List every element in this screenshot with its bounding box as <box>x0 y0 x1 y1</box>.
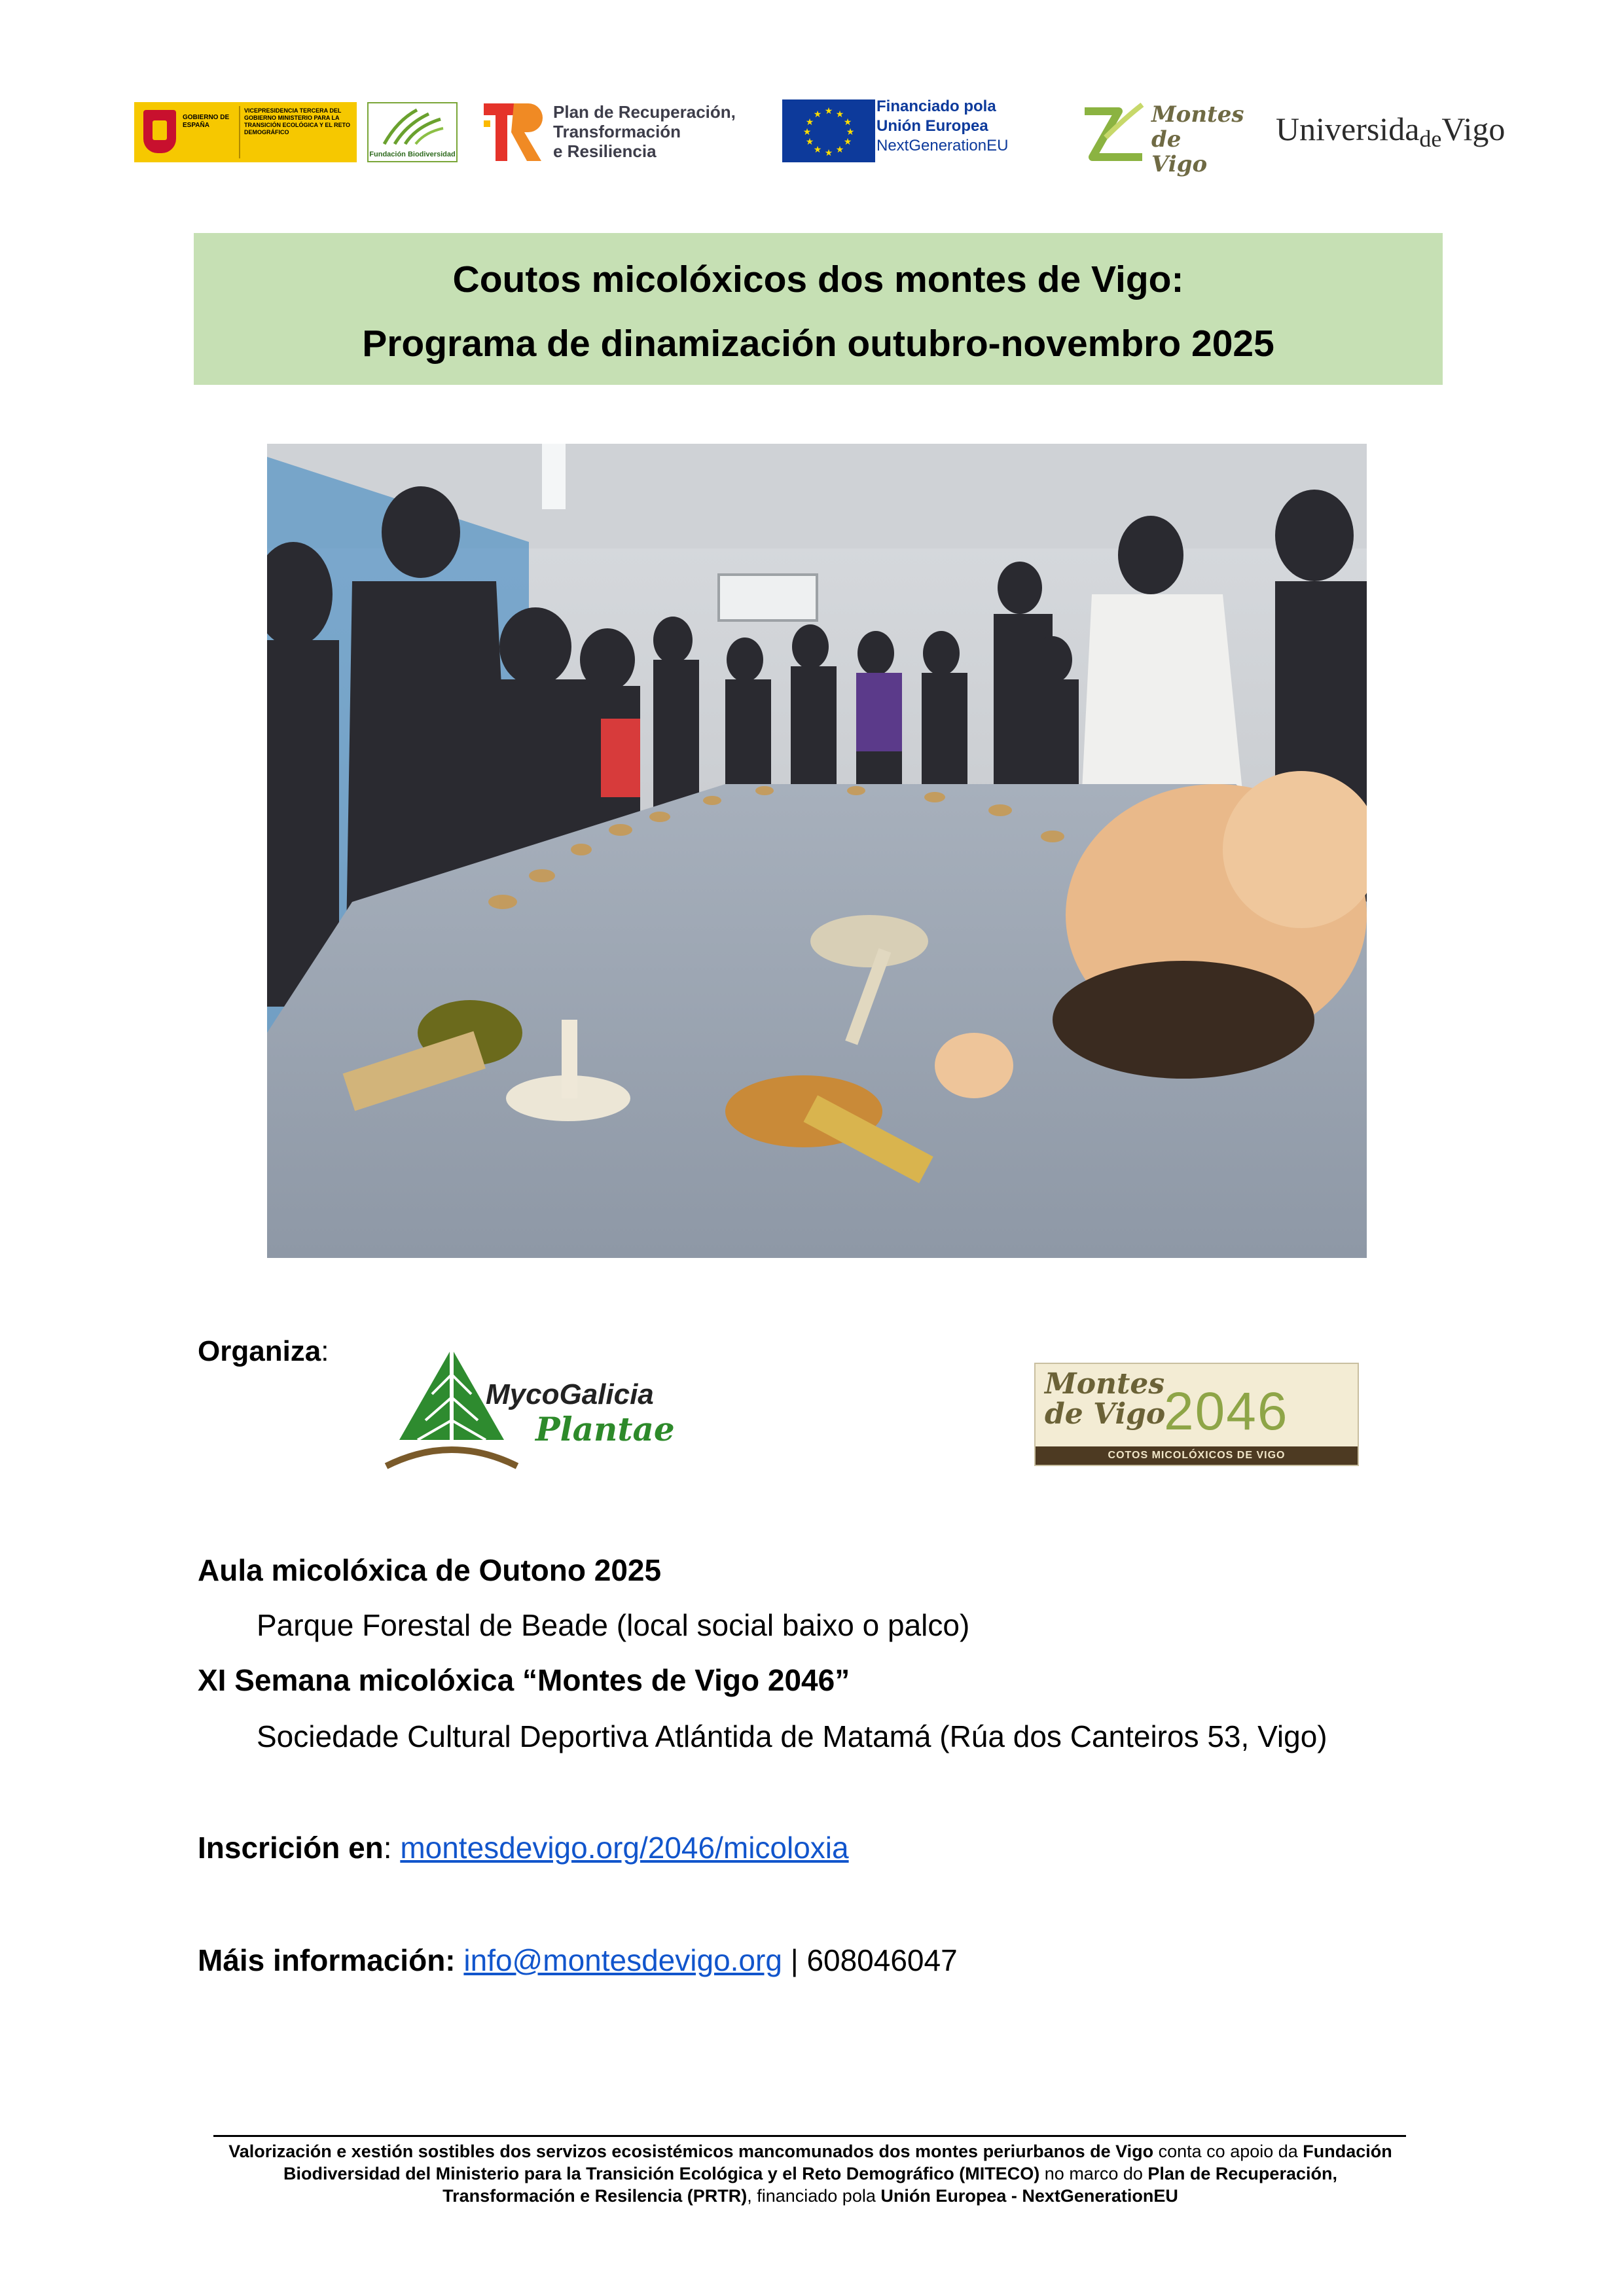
event-2-place: Sociedade Cultural Deportiva Atlántida de Matamá (Rúa dos Canteiros 53, Vigo) <box>257 1719 1327 1753</box>
phone-number: 608046047 <box>806 1943 958 1977</box>
montes-mark-icon <box>1079 98 1147 166</box>
inscricion-line: Inscrición en: montesdevigo.org/2046/micoloxia <box>198 1831 849 1865</box>
svg-text:★: ★ <box>835 145 844 155</box>
svg-text:★: ★ <box>835 109 844 120</box>
montes-de-vigo-2046-logo <box>1034 1363 1359 1466</box>
gobierno-label: GOBIERNO DE ESPAÑA <box>183 114 230 129</box>
mycogalicia-name: MycoGalicia <box>486 1378 654 1410</box>
m2046-number: 2046 <box>1164 1382 1289 1441</box>
event-2-title: XI Semana micolóxica “Montes de Vigo 2046” <box>198 1663 850 1697</box>
fundacion-label: Fundación Biodiversidad <box>369 151 456 158</box>
footer-text: Valorización e xestión sostibles dos servizos ecosistémicos mancomunados dos montes periurbanos de Vigo conta co apoio da Fundación Biodiversidad del Ministerio para la Transición Ecológica y el Reto Demográfico (MITECO) no marco do Plan de Recuperación, Transformación e Resilencia (PRTR), financiado pola Unión Europea - NextGenerationEU <box>228 2142 1392 2206</box>
m2046-bar: COTOS MICOLÓXICOS DE VIGO <box>1036 1446 1358 1465</box>
universidade-vigo-logo <box>1276 97 1511 169</box>
svg-text:★: ★ <box>805 117 814 128</box>
prtr-line-1: Plan de Recuperación, <box>553 102 736 122</box>
ministerio-label: VICEPRESIDENCIA TERCERA DEL GOBIERNO MINISTERIO PARA LA TRANSICIÓN ECOLÓGICA Y EL RETO DEMOGRÁFICO <box>244 107 351 135</box>
svg-text:★: ★ <box>824 148 833 158</box>
title-line-1: Coutos micolóxicos dos montes de Vigo: <box>452 259 1184 300</box>
svg-text:★: ★ <box>813 109 822 120</box>
gobierno-espana-logo <box>134 102 357 162</box>
uvigo-part-1: Universida <box>1276 111 1420 147</box>
montes-de-vigo-logo <box>1079 97 1244 177</box>
event-1-title: Aula micolóxica de Outono 2025 <box>198 1553 662 1587</box>
info-line: Máis información: info@montesdevigo.org | 608046047 <box>198 1943 958 1977</box>
eu-logo <box>782 97 1018 169</box>
prtr-line-2: Transformación <box>553 122 681 141</box>
mushroom-workshop-photo <box>267 444 1367 1258</box>
uvigo-part-3: Vigo <box>1441 111 1506 147</box>
montes-line-2: de Vigo <box>1151 126 1208 177</box>
email-link[interactable]: info@montesdevigo.org <box>463 1943 782 1977</box>
title-box <box>194 233 1443 385</box>
inscricion-label: Inscrición en <box>198 1831 384 1865</box>
svg-text:★: ★ <box>824 106 833 117</box>
eu-line-2: Unión Europea <box>876 117 988 135</box>
mycogalicia-sub: Plantae <box>535 1410 675 1448</box>
eu-flag-icon <box>782 99 875 162</box>
inscricion-link[interactable]: montesdevigo.org/2046/micoloxia <box>400 1831 849 1865</box>
info-label: Máis información: <box>198 1943 456 1977</box>
montes-line-1: Montes <box>1151 101 1244 128</box>
svg-text:★: ★ <box>803 127 812 137</box>
svg-text:★: ★ <box>813 145 822 155</box>
mycogalicia-logo <box>380 1342 687 1473</box>
title-line-2: Programa de dinamización outubro-novembro 2025 <box>362 323 1274 365</box>
tr-mark-icon <box>484 101 544 164</box>
svg-text:★: ★ <box>843 117 852 128</box>
sponsor-logos <box>134 97 1506 177</box>
prtr-logo <box>484 97 759 169</box>
eu-line-3: NextGenerationEU <box>876 137 1009 154</box>
coat-of-arms-icon <box>143 110 176 153</box>
svg-text:★: ★ <box>843 137 852 147</box>
event-1-place: Parque Forestal de Beade (local social baixo o palco) <box>257 1608 970 1642</box>
svg-text:★: ★ <box>846 127 855 137</box>
prtr-line-3: e Resiliencia <box>553 141 657 161</box>
footer-divider <box>213 2135 1406 2137</box>
uvigo-part-2: de <box>1419 126 1442 152</box>
grass-icon <box>378 107 447 147</box>
m2046-name-1: Montes <box>1045 1367 1165 1401</box>
m2046-name-2: de Vigo <box>1045 1397 1166 1431</box>
svg-text:★: ★ <box>805 137 814 147</box>
eu-line-1: Financiado pola <box>876 98 996 115</box>
fundacion-biodiversidad-logo <box>367 102 458 162</box>
organiza-label: Organiza: <box>198 1335 329 1367</box>
